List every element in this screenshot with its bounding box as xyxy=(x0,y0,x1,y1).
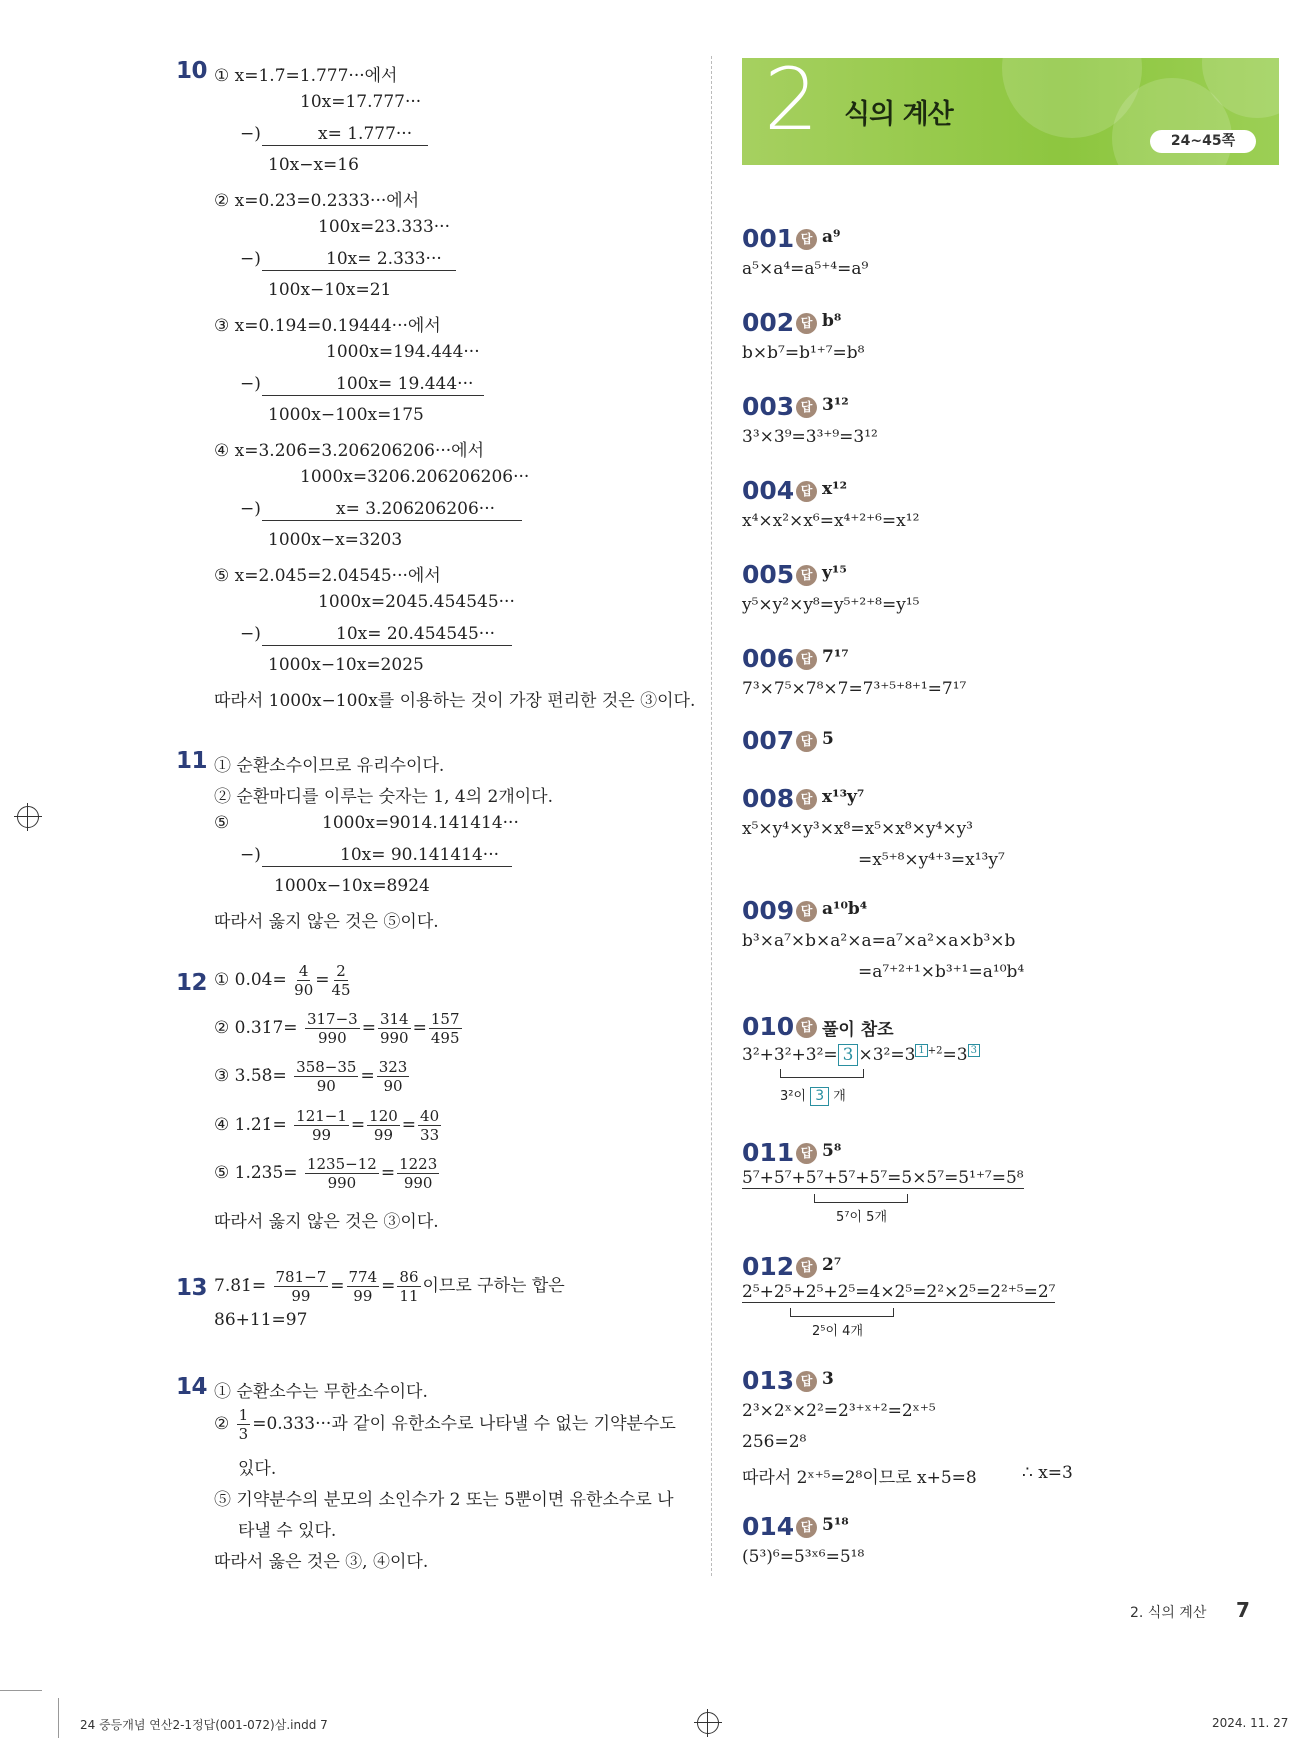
brace-label xyxy=(780,1085,846,1106)
line: 10x= 2.333··· xyxy=(326,249,442,269)
line: 10x= 90.141414··· xyxy=(340,845,500,865)
denominator: 90 xyxy=(316,1077,336,1095)
work-line xyxy=(742,1044,980,1066)
answer-badge-icon: 답 xyxy=(796,313,817,334)
line: 1000x−10x=8924 xyxy=(274,876,430,896)
file-name: 24 중등개념 연산2-1정답(001-072)삼.indd 7 xyxy=(80,1718,328,1732)
line: 7.8̇1̇= $\frac{781-7}{99}$ = $\frac{774}{99}$ = $\frac{86}{11}$ 이므로 구하는 합은 xyxy=(214,1268,565,1305)
line: ② x=0.23̇=0.2333···에서 xyxy=(214,191,420,211)
answer-value: 2⁷ xyxy=(822,1255,842,1275)
answer-value: y¹⁵ xyxy=(822,563,847,583)
question-number: 11 xyxy=(176,748,208,774)
work-line: y⁵×y²×y⁸=y⁵⁺²⁺⁸=y¹⁵ xyxy=(742,595,920,615)
column-divider xyxy=(711,56,712,1576)
work-line: 2⁵+2⁵+2⁵+2⁵=4×2⁵=2²×2⁵=2²⁺⁵=2⁷ xyxy=(742,1282,1056,1302)
line: ① 순환소수이므로 유리수이다. xyxy=(214,756,445,776)
line: ② 0.31̇7̇= $\frac{317-3}{990}$ = $\frac{314}{990}$ = $\frac{157}{495}$ xyxy=(214,1010,460,1047)
expr: ② 0.31̇7̇= xyxy=(214,1018,298,1038)
denominator: 90 xyxy=(294,981,314,999)
numerator: 323 xyxy=(378,1058,408,1076)
denominator: 99 xyxy=(373,1126,394,1144)
line: ⑤ xyxy=(214,813,230,833)
expr: ⑤ 1.2̇35̇= xyxy=(214,1163,298,1183)
small-answer-box: 3 xyxy=(968,1044,980,1057)
brace-label: 5⁷이 5개 xyxy=(836,1210,888,1225)
line: 1000x−x=3203 xyxy=(268,530,403,550)
answer-value: x¹² xyxy=(822,479,848,499)
numerator: 358−35 xyxy=(296,1058,357,1076)
answer-badge-icon: 답 xyxy=(796,1017,817,1038)
denominator: 495 xyxy=(430,1029,460,1047)
work-line: =a⁷⁺²⁺¹×b³⁺¹=a¹⁰b⁴ xyxy=(858,962,1025,982)
fraction xyxy=(332,962,351,999)
numerator: 317−3 xyxy=(306,1010,358,1028)
line: ⑤ 1.2̇35̇= $\frac{1235-12}{990}$ = $\frac{1223}{990}$ xyxy=(214,1155,438,1192)
work-line: b³×a⁷×b×a²×a=a⁷×a²×a×b³×b xyxy=(742,931,1016,951)
subtract-sign: −) xyxy=(240,624,261,644)
line: 10x= 20.454545··· xyxy=(336,624,496,644)
fraction xyxy=(294,1058,358,1095)
expr: 7.8̇1̇= xyxy=(214,1276,267,1296)
numerator: 1235−12 xyxy=(306,1155,377,1173)
answer-number: 010 xyxy=(742,1012,795,1041)
brace xyxy=(780,1069,864,1078)
line: 1000x−10x=2025 xyxy=(268,655,424,675)
subtraction-rule xyxy=(262,145,428,146)
line: ① 순환소수는 무한소수이다. xyxy=(214,1382,428,1402)
answer-number: 006 xyxy=(742,644,795,673)
answer-number: 001 xyxy=(742,224,795,253)
answer-number: 004 xyxy=(742,476,795,505)
line: 86+11=97 xyxy=(214,1310,308,1330)
print-date: 2024. 11. 27 xyxy=(1212,1716,1289,1730)
chapter-banner xyxy=(742,58,1279,165)
answer-number: 009 xyxy=(742,896,795,925)
numerator: 40 xyxy=(420,1107,440,1125)
line: 100x= 19.444··· xyxy=(336,374,474,394)
numerator: 2 xyxy=(336,962,346,980)
work-line: =x⁵⁺⁸×y⁴⁺³=x¹³y⁷ xyxy=(858,850,1005,870)
chapter-number: 2 xyxy=(764,58,819,150)
line: 1000x=9014.141414··· xyxy=(322,813,519,833)
answer-badge-icon: 답 xyxy=(796,565,817,586)
chapter-title: 식의 계산 xyxy=(844,99,953,130)
fraction xyxy=(237,1406,251,1443)
answer-number: 014 xyxy=(742,1512,795,1541)
subtract-sign: −) xyxy=(240,374,261,394)
denominator: 11 xyxy=(399,1287,419,1305)
line: 1000x=2045.454545··· xyxy=(318,592,515,612)
expr: ① 0.04̇= xyxy=(214,970,287,990)
registration-mark-icon xyxy=(697,1712,719,1734)
answer-badge-icon: 답 xyxy=(796,731,817,752)
line xyxy=(214,1406,676,1443)
line: ② 순환마디를 이루는 숫자는 1, 4의 2개이다. xyxy=(214,787,554,807)
line: x= 1.777··· xyxy=(318,124,413,144)
numerator: 4 xyxy=(298,962,309,980)
answer-value: 7¹⁷ xyxy=(822,647,849,667)
numerator: 121−1 xyxy=(296,1107,347,1125)
expr-tail: 이므로 구하는 합은 xyxy=(422,1276,565,1296)
numerator: 781−7 xyxy=(275,1268,327,1286)
footer-chapter: 2. 식의 계산 xyxy=(1130,1605,1207,1621)
denominator: 990 xyxy=(327,1174,357,1192)
numerator: 1 xyxy=(238,1406,249,1424)
fraction xyxy=(294,962,313,999)
work-line: 따라서 2ˣ⁺⁵=2⁸이므로 x+5=8 xyxy=(742,1468,977,1488)
work-line: a⁵×a⁴=a⁵⁺⁴=a⁹ xyxy=(742,259,869,279)
line: 100x−10x=21 xyxy=(268,280,392,300)
line: x= 3.206206206··· xyxy=(336,499,496,519)
denominator: 99 xyxy=(353,1287,373,1305)
subtraction-rule xyxy=(262,395,484,396)
line: 10x−x=16 xyxy=(268,155,359,175)
line: 1000x=194.444··· xyxy=(326,342,480,362)
denominator: 99 xyxy=(311,1126,332,1144)
answer-value: 5⁸ xyxy=(822,1141,842,1161)
line: ⑤ 기약분수의 분모의 소인수가 2 또는 5뿐이면 유한소수로 나 xyxy=(214,1490,674,1510)
line: 1000x−100x=175 xyxy=(268,405,424,425)
line: ⑤ x=2.04̇5̇=2.04545···에서 xyxy=(214,566,441,586)
work-line: 5⁷+5⁷+5⁷+5⁷+5⁷=5×5⁷=5¹⁺⁷=5⁸ xyxy=(742,1168,1024,1188)
fraction xyxy=(429,1010,462,1047)
answer-value: a¹⁰b⁴ xyxy=(822,899,868,919)
line: 있다. xyxy=(238,1459,277,1479)
work-line: x⁵×y⁴×y³×x⁸=x⁵×x⁸×y⁴×y³ xyxy=(742,819,973,839)
denominator: 990 xyxy=(403,1174,433,1192)
answer-value: b⁸ xyxy=(822,311,842,331)
subtraction-rule xyxy=(262,270,456,271)
line: 10x=17.777··· xyxy=(300,92,422,112)
answer-value: 3 xyxy=(822,1369,834,1389)
answer-number: 003 xyxy=(742,392,795,421)
subtraction-rule xyxy=(262,645,512,646)
expr: =0.333···과 같이 유한소수로 나타낼 수 없는 기약분수도 xyxy=(252,1414,676,1434)
denominator: 90 xyxy=(383,1077,403,1095)
page-number: 7 xyxy=(1236,1598,1250,1622)
line: ③ 3.5̇8̇= $\frac{358-35}{90}$ = $\frac{323}{90}$ xyxy=(214,1058,408,1095)
fraction xyxy=(377,1058,410,1095)
work-line: 3³×3⁹=3³⁺⁹=3¹² xyxy=(742,427,878,447)
answer-number: 007 xyxy=(742,726,795,755)
numerator: 86 xyxy=(399,1268,419,1286)
answer-value: 5 xyxy=(822,729,834,749)
brace xyxy=(790,1308,894,1317)
question-number: 10 xyxy=(176,58,208,84)
fraction xyxy=(274,1268,329,1305)
conclusion: 따라서 옳지 않은 것은 ⑤이다. xyxy=(214,912,439,932)
subtract-sign: −) xyxy=(240,124,261,144)
denominator: 3 xyxy=(238,1425,249,1443)
line: 타낼 수 있다. xyxy=(238,1521,337,1541)
numerator: 1223 xyxy=(399,1155,438,1173)
question-number: 12 xyxy=(176,970,208,996)
line xyxy=(214,962,353,999)
crop-mark xyxy=(0,1690,42,1691)
answer-number: 002 xyxy=(742,308,795,337)
conclusion: 따라서 옳은 것은 ③, ④이다. xyxy=(214,1552,429,1572)
conclusion: 따라서 옳지 않은 것은 ③이다. xyxy=(214,1212,439,1232)
numerator: 314 xyxy=(379,1010,409,1028)
numerator: 774 xyxy=(348,1268,378,1286)
subtract-sign: −) xyxy=(240,845,261,865)
answer-number: 013 xyxy=(742,1366,795,1395)
numerator: 157 xyxy=(430,1010,460,1028)
answer-badge-icon: 답 xyxy=(796,1257,817,1278)
line: 1000x=3206.206206206··· xyxy=(300,467,530,487)
subtract-sign: −) xyxy=(240,499,261,519)
line: 100x=23.333··· xyxy=(318,217,450,237)
denominator: 33 xyxy=(420,1126,440,1144)
fraction xyxy=(305,1155,379,1192)
brace-label: 2⁵이 4개 xyxy=(812,1324,864,1339)
brace-text: 3²이 xyxy=(780,1089,807,1104)
fraction xyxy=(418,1107,441,1144)
answer-box: 3 xyxy=(810,1087,829,1106)
conclusion: 따라서 1000x−100x를 이용하는 것이 가장 편리한 것은 ③이다. xyxy=(214,691,696,711)
answer-box: 3 xyxy=(838,1044,859,1066)
answer-number: 012 xyxy=(742,1252,795,1281)
expr: =3 xyxy=(942,1045,968,1065)
expr: ④ 1.2̇1̇= xyxy=(214,1115,287,1135)
answer-number: 008 xyxy=(742,784,795,813)
fraction xyxy=(378,1010,411,1047)
numerator: 120 xyxy=(369,1107,398,1125)
fraction xyxy=(305,1010,360,1047)
work-line: 2³×2ˣ×2²=2³⁺ˣ⁺²=2ˣ⁺⁵ xyxy=(742,1401,936,1421)
line: ③ x=0.194̇=0.19444···에서 xyxy=(214,316,441,336)
answer-badge-icon: 답 xyxy=(796,1143,817,1164)
line: ④ x=3.2̇06̇=3.206206206···에서 xyxy=(214,441,485,461)
answer-number: 011 xyxy=(742,1138,795,1167)
brace xyxy=(814,1194,908,1203)
circled-number: ② xyxy=(214,1414,230,1434)
question-number: 13 xyxy=(176,1275,208,1301)
answer-value: a⁹ xyxy=(822,227,841,247)
fraction xyxy=(347,1268,380,1305)
answer-badge-icon: 답 xyxy=(796,1371,817,1392)
answer-badge-icon: 답 xyxy=(796,789,817,810)
exponent: +2 xyxy=(927,1045,943,1057)
subtraction-rule xyxy=(262,520,522,521)
registration-mark-icon xyxy=(17,806,39,828)
work-line: ∴ x=3 xyxy=(1022,1463,1073,1483)
answer-badge-icon: 답 xyxy=(796,901,817,922)
subtract-sign: −) xyxy=(240,249,261,269)
answer-badge-icon: 답 xyxy=(796,649,817,670)
fraction xyxy=(367,1107,400,1144)
small-answer-box: 1 xyxy=(915,1044,927,1057)
line: ① x=1.7̇=1.777···에서 xyxy=(214,66,398,86)
denominator: 990 xyxy=(379,1029,409,1047)
answer-badge-icon: 답 xyxy=(796,397,817,418)
page-range: 24~45쪽 xyxy=(1150,130,1256,153)
expr: ③ 3.5̇8̇= xyxy=(214,1066,287,1086)
fraction xyxy=(397,1155,439,1192)
crop-mark xyxy=(58,1698,59,1738)
expr: ×3²=3 xyxy=(858,1045,916,1065)
question-number: 14 xyxy=(176,1374,208,1400)
denominator: 99 xyxy=(291,1287,311,1305)
subtraction-rule xyxy=(262,866,512,867)
answer-value: 3¹² xyxy=(822,395,849,415)
fraction xyxy=(294,1107,349,1144)
fraction xyxy=(397,1268,420,1305)
work-line: 256=2⁸ xyxy=(742,1432,807,1452)
work-line: (5³)⁶=5³ˣ⁶=5¹⁸ xyxy=(742,1547,865,1567)
answer-badge-icon: 답 xyxy=(796,229,817,250)
answer-badge-icon: 답 xyxy=(796,481,817,502)
brace-text: 개 xyxy=(833,1089,846,1104)
answer-number: 005 xyxy=(742,560,795,589)
answer-value: 5¹⁸ xyxy=(822,1515,849,1535)
denominator: 990 xyxy=(318,1029,347,1047)
answer-badge-icon: 답 xyxy=(796,1517,817,1538)
answer-value: x¹³y⁷ xyxy=(822,787,865,807)
work-line: 7³×7⁵×7⁸×7=7³⁺⁵⁺⁸⁺¹=7¹⁷ xyxy=(742,679,967,699)
work-line: x⁴×x²×x⁶=x⁴⁺²⁺⁶=x¹² xyxy=(742,511,920,531)
denominator: 45 xyxy=(331,981,351,999)
answer-value: 풀이 참조 xyxy=(822,1020,894,1040)
work-line: b×b⁷=b¹⁺⁷=b⁸ xyxy=(742,343,865,363)
line: ④ 1.2̇1̇= $\frac{121-1}{99}$ = $\frac{120}{99}$ = $\frac{40}{33}$ xyxy=(214,1107,440,1144)
expr: 3²+3²+3²= xyxy=(742,1045,838,1065)
equals: = xyxy=(315,970,330,990)
